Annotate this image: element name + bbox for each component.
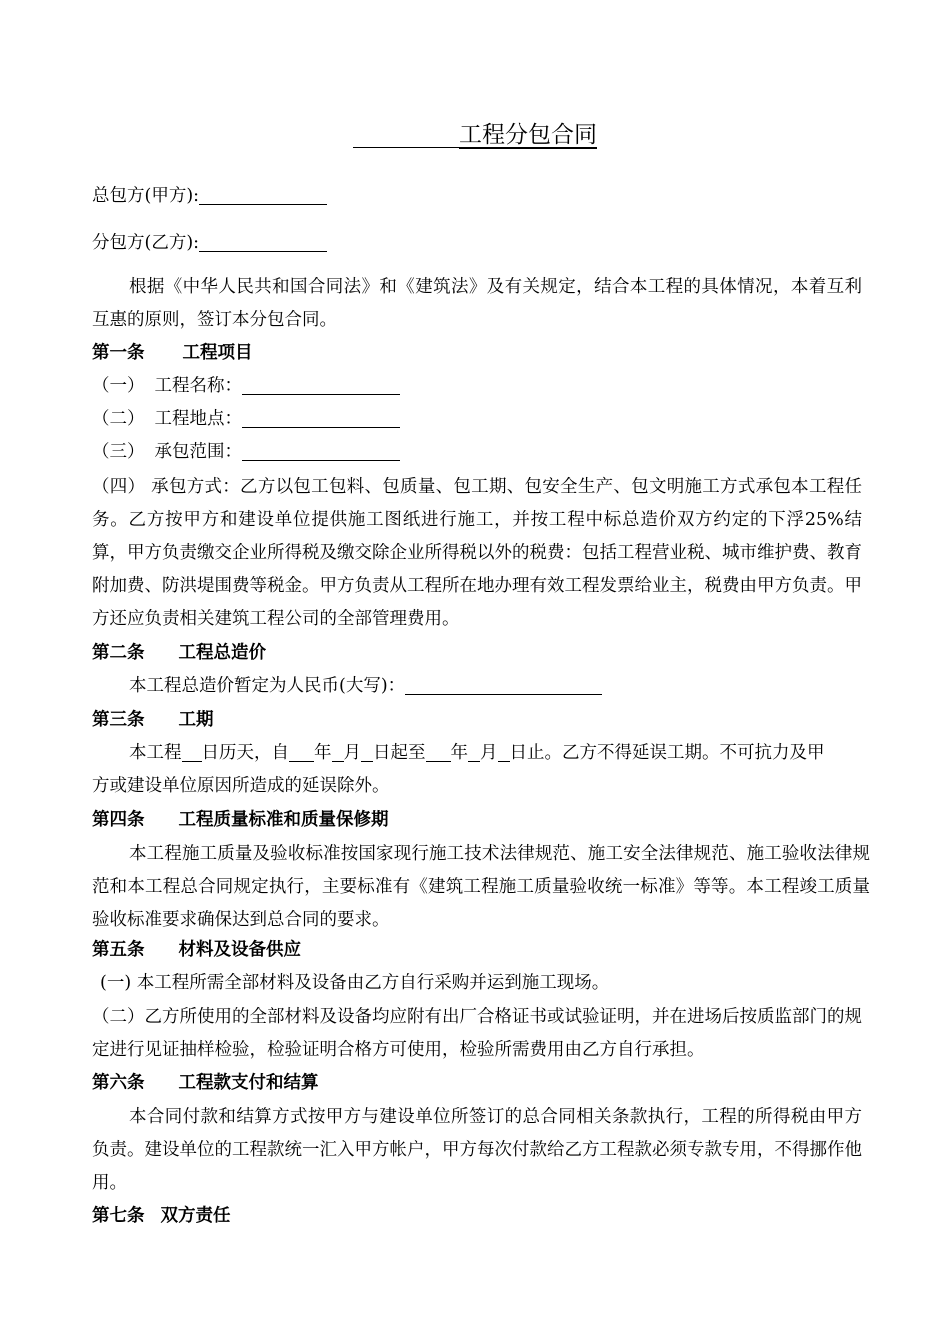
duration-text: 年	[450, 743, 468, 763]
article-2-title: 工程总造价	[178, 643, 266, 663]
article-7-number: 第七条	[92, 1206, 145, 1226]
article-2-number: 第二条	[92, 643, 145, 663]
article-7-title: 双方责任	[160, 1206, 231, 1226]
article-4-heading	[92, 810, 389, 831]
party-a-blank	[199, 186, 327, 205]
contract-scope-blank	[242, 442, 400, 461]
article-5-title: 材料及设备供应	[178, 940, 301, 960]
duration-text: 日起至	[373, 743, 426, 763]
start-month-blank	[332, 743, 344, 762]
article-4-number: 第四条	[92, 810, 145, 830]
duration-text: 月	[480, 743, 498, 763]
article-4-title: 工程质量标准和质量保修期	[178, 810, 389, 830]
article-7-heading	[92, 1206, 231, 1227]
article-3-number: 第三条	[92, 710, 145, 730]
article-1-item-1	[92, 376, 400, 397]
article-5-number: 第五条	[92, 940, 145, 960]
article-1-item-4: （四） 承包方式：乙方以包工包料、包质量、包工期、包安全生产、包文明施工方式承包本工程任务。乙方按甲方和建设单位提供施工图纸进行施工，并按工程中标总造价双方约定的下浮25%结算，甲方负责缴交企业所得税及缴交除企业所得税以外的税费：包括工程营业税、城市维护费、教育附加费、防洪堤围费等税金。甲方负责从工程所在地办理有效工程发票给业主，税费由甲方负责。甲方还应负责相关建筑工程公司的全部管理费用。	[92, 477, 862, 629]
duration-text: 年	[314, 743, 332, 763]
contract-scope-label: 承包范围：	[154, 442, 242, 462]
days-blank	[182, 743, 202, 762]
project-location-blank	[242, 409, 400, 428]
article-6-paragraph: 本合同付款和结算方式按甲方与建设单位所签订的总合同相关条款执行，工程的所得税由甲方负责。建设单位的工程款统一汇入甲方帐户，甲方每次付款给乙方工程款必须专款专用，不得挪作他用。	[92, 1107, 862, 1193]
article-5-item-2: （二）乙方所使用的全部材料及设备均应附有出厂合格证书或试验证明，并在进场后按质监部门的规定进行见证抽样检验，检验证明合格方可使用，检验所需费用由乙方自行承担。	[92, 1007, 862, 1060]
article-5-heading	[92, 940, 301, 961]
article-6-title: 工程款支付和结算	[178, 1073, 319, 1093]
party-a-label: 总包方(甲方):	[92, 186, 200, 206]
project-location-label: 工程地点：	[154, 409, 242, 429]
title-text: 工程分包合同	[459, 122, 597, 148]
duration-text: 本工程	[129, 743, 182, 763]
article-1-item-3	[92, 442, 400, 463]
party-b-label: 分包方(乙方):	[92, 233, 200, 253]
duration-text: 月	[343, 743, 361, 763]
article-3-heading	[92, 710, 214, 731]
end-month-blank	[468, 743, 480, 762]
article-1-item-2	[92, 409, 400, 430]
article-1-title: 工程项目	[182, 343, 253, 363]
article-4-paragraph: 本工程施工质量及验收标准按国家现行施工技术法律规范、施工安全法律规范、施工验收法律规范和本工程总合同规定执行，主要标准有《建筑工程施工质量验收统一标准》等等。本工程竣工质量验收标准要求确保达到总合同的要求。	[92, 844, 870, 930]
duration-text: 日止。乙方不得延误工期。不可抗力及甲	[509, 743, 825, 763]
project-name-label: 工程名称：	[154, 376, 242, 396]
intro-paragraph: 根据《中华人民共和国合同法》和《建筑法》及有关规定，结合本工程的具体情况，本着互利互惠的原则，签订本分包合同。	[92, 277, 862, 330]
article-6-heading	[92, 1073, 319, 1094]
article-1-heading	[92, 343, 253, 364]
document-title	[0, 116, 950, 149]
party-b-line	[92, 233, 327, 254]
title-blank	[353, 146, 459, 148]
project-name-blank	[242, 376, 400, 395]
item-number: （三）	[92, 442, 145, 462]
party-b-blank	[199, 233, 327, 252]
article-3-title: 工期	[178, 710, 214, 730]
article-6-number: 第六条	[92, 1073, 145, 1093]
start-year-blank	[289, 743, 314, 762]
end-year-blank	[426, 743, 451, 762]
article-5-item-1: (一) 本工程所需全部材料及设备由乙方自行采购并运到施工现场。	[100, 973, 610, 993]
duration-line-2: 方或建设单位原因所造成的延误除外。	[92, 776, 390, 796]
duration-line-1	[129, 743, 825, 764]
start-day-blank	[361, 743, 373, 762]
party-a-line	[92, 186, 327, 207]
article-2-heading	[92, 643, 266, 664]
total-price-line	[129, 676, 602, 697]
total-price-blank	[405, 676, 602, 695]
end-day-blank	[498, 743, 510, 762]
item-number: （一）	[92, 376, 145, 396]
article-1-number: 第一条	[92, 343, 145, 363]
duration-text: 日历天，自	[201, 743, 289, 763]
item-number: （二）	[92, 409, 145, 429]
total-price-label: 本工程总造价暂定为人民币(大写)：	[129, 676, 406, 696]
